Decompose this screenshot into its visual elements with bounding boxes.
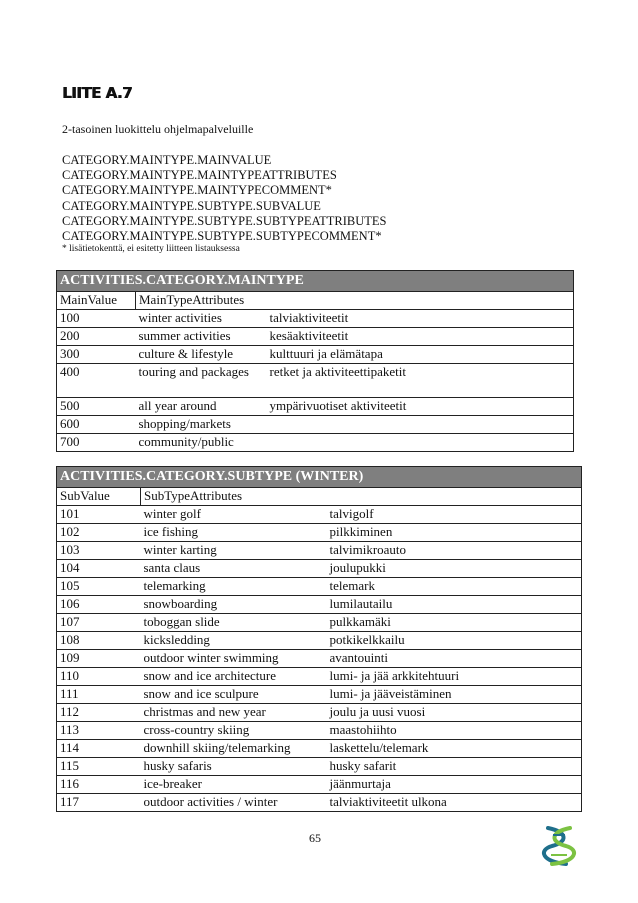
row-finnish: husky safarit: [327, 758, 582, 776]
row-finnish: avantouinti: [327, 650, 582, 668]
table-header: [57, 467, 582, 488]
table-row: [57, 346, 574, 364]
column-header-row: [57, 292, 574, 310]
row-value: 500: [57, 398, 136, 416]
row-finnish: lumilautailu: [327, 596, 582, 614]
row-value: 107: [57, 614, 141, 632]
table-row: [57, 328, 574, 346]
table-row: [57, 614, 582, 632]
row-finnish: lumi- ja jää arkkitehtuuri: [327, 668, 582, 686]
row-english: shopping/markets: [136, 416, 267, 434]
column-header: SubTypeAttributes: [141, 488, 582, 506]
page-heading: LIITE A.7: [62, 84, 132, 102]
row-value: 112: [57, 704, 141, 722]
row-finnish: talvigolf: [327, 506, 582, 524]
row-english: winter activities: [136, 310, 267, 328]
row-value: 400: [57, 364, 136, 398]
field-line: CATEGORY.MAINTYPE.SUBTYPE.SUBTYPECOMMENT*: [62, 229, 382, 244]
table-header: [57, 271, 574, 292]
row-finnish: potkikelkkailu: [327, 632, 582, 650]
table-row: [57, 740, 582, 758]
row-english: outdoor activities / winter: [141, 794, 327, 812]
row-finnish: joulupukki: [327, 560, 582, 578]
row-finnish: joulu ja uusi vuosi: [327, 704, 582, 722]
table-title: ACTIVITIES.CATEGORY.SUBTYPE (WINTER): [57, 467, 582, 488]
row-english: winter golf: [141, 506, 327, 524]
row-finnish: kulttuuri ja elämätapa: [267, 346, 574, 364]
footnote: * lisätietokenttä, ei esitetty liitteen listauksessa: [62, 244, 240, 254]
row-english: kicksledding: [141, 632, 327, 650]
row-finnish: talviaktiviteetit: [267, 310, 574, 328]
row-english: culture & lifestyle: [136, 346, 267, 364]
row-finnish: [267, 434, 574, 452]
row-value: 102: [57, 524, 141, 542]
row-english: all year around: [136, 398, 267, 416]
row-english: winter karting: [141, 542, 327, 560]
table-row: [57, 310, 574, 328]
maintype-table: [56, 270, 574, 452]
row-english: ice fishing: [141, 524, 327, 542]
table-row: [57, 776, 582, 794]
row-english: husky safaris: [141, 758, 327, 776]
row-finnish: pilkkiminen: [327, 524, 582, 542]
row-english: snow and ice sculpure: [141, 686, 327, 704]
table-row: [57, 524, 582, 542]
row-finnish: telemark: [327, 578, 582, 596]
column-header-row: [57, 488, 582, 506]
row-value: 110: [57, 668, 141, 686]
page-subtitle: 2-tasoinen luokittelu ohjelmapalveluille: [62, 122, 254, 136]
row-value: 114: [57, 740, 141, 758]
table-row: [57, 398, 574, 416]
row-english: santa claus: [141, 560, 327, 578]
row-finnish: laskettelu/telemark: [327, 740, 582, 758]
field-list: [62, 153, 386, 244]
row-value: 115: [57, 758, 141, 776]
row-finnish: jäänmurtaja: [327, 776, 582, 794]
table-row: [57, 650, 582, 668]
row-english: cross-country skiing: [141, 722, 327, 740]
dna-helix-logo: [536, 824, 582, 868]
table-row: [57, 506, 582, 524]
table-row: [57, 434, 574, 452]
table-row: [57, 596, 582, 614]
row-value: 700: [57, 434, 136, 452]
field-line: CATEGORY.MAINTYPE.SUBTYPE.SUBVALUE: [62, 198, 321, 213]
subtype-table: [56, 466, 582, 812]
row-english: christmas and new year: [141, 704, 327, 722]
table-row: [57, 704, 582, 722]
row-english: touring and packages: [136, 364, 267, 398]
row-value: 111: [57, 686, 141, 704]
table-row: [57, 758, 582, 776]
row-value: 600: [57, 416, 136, 434]
row-finnish: lumi- ja jääveistäminen: [327, 686, 582, 704]
row-finnish: maastohiihto: [327, 722, 582, 740]
table-row: [57, 364, 574, 398]
row-english: outdoor winter swimming: [141, 650, 327, 668]
row-finnish: pulkkamäki: [327, 614, 582, 632]
table-row: [57, 632, 582, 650]
row-english: downhill skiing/telemarking: [141, 740, 327, 758]
row-english: toboggan slide: [141, 614, 327, 632]
row-english: snowboarding: [141, 596, 327, 614]
row-value: 200: [57, 328, 136, 346]
table-row: [57, 416, 574, 434]
row-english: snow and ice architecture: [141, 668, 327, 686]
table-row: [57, 794, 582, 812]
row-value: 116: [57, 776, 141, 794]
row-finnish: kesäaktiviteetit: [267, 328, 574, 346]
table-row: [57, 722, 582, 740]
row-value: 105: [57, 578, 141, 596]
table-row: [57, 668, 582, 686]
row-value: 300: [57, 346, 136, 364]
row-value: 106: [57, 596, 141, 614]
table-row: [57, 542, 582, 560]
row-english: ice-breaker: [141, 776, 327, 794]
field-line: CATEGORY.MAINTYPE.MAINVALUE: [62, 153, 272, 167]
row-value: 113: [57, 722, 141, 740]
page-number: 65: [309, 831, 321, 845]
row-finnish: talviaktiviteetit ulkona: [327, 794, 582, 812]
row-value: 101: [57, 506, 141, 524]
row-value: 100: [57, 310, 136, 328]
row-value: 108: [57, 632, 141, 650]
row-finnish: retket ja aktiviteettipaketit: [267, 364, 574, 398]
table-row: [57, 686, 582, 704]
row-finnish: [267, 416, 574, 434]
row-value: 103: [57, 542, 141, 560]
row-value: 109: [57, 650, 141, 668]
column-header: SubValue: [57, 488, 141, 506]
field-line: CATEGORY.MAINTYPE.MAINTYPEATTRIBUTES: [62, 168, 337, 183]
row-finnish: talvimikroauto: [327, 542, 582, 560]
row-value: 104: [57, 560, 141, 578]
column-header: MainTypeAttributes: [136, 292, 574, 310]
table-row: [57, 578, 582, 596]
row-english: summer activities: [136, 328, 267, 346]
row-finnish: ympärivuotiset aktiviteetit: [267, 398, 574, 416]
field-line: CATEGORY.MAINTYPE.MAINTYPECOMMENT*: [62, 183, 332, 198]
row-english: telemarking: [141, 578, 327, 596]
row-english: community/public: [136, 434, 267, 452]
row-value: 117: [57, 794, 141, 812]
field-line: CATEGORY.MAINTYPE.SUBTYPE.SUBTYPEATTRIBUTES: [62, 213, 387, 228]
column-header: MainValue: [57, 292, 136, 310]
table-title: ACTIVITIES.CATEGORY.MAINTYPE: [57, 271, 574, 292]
table-row: [57, 560, 582, 578]
